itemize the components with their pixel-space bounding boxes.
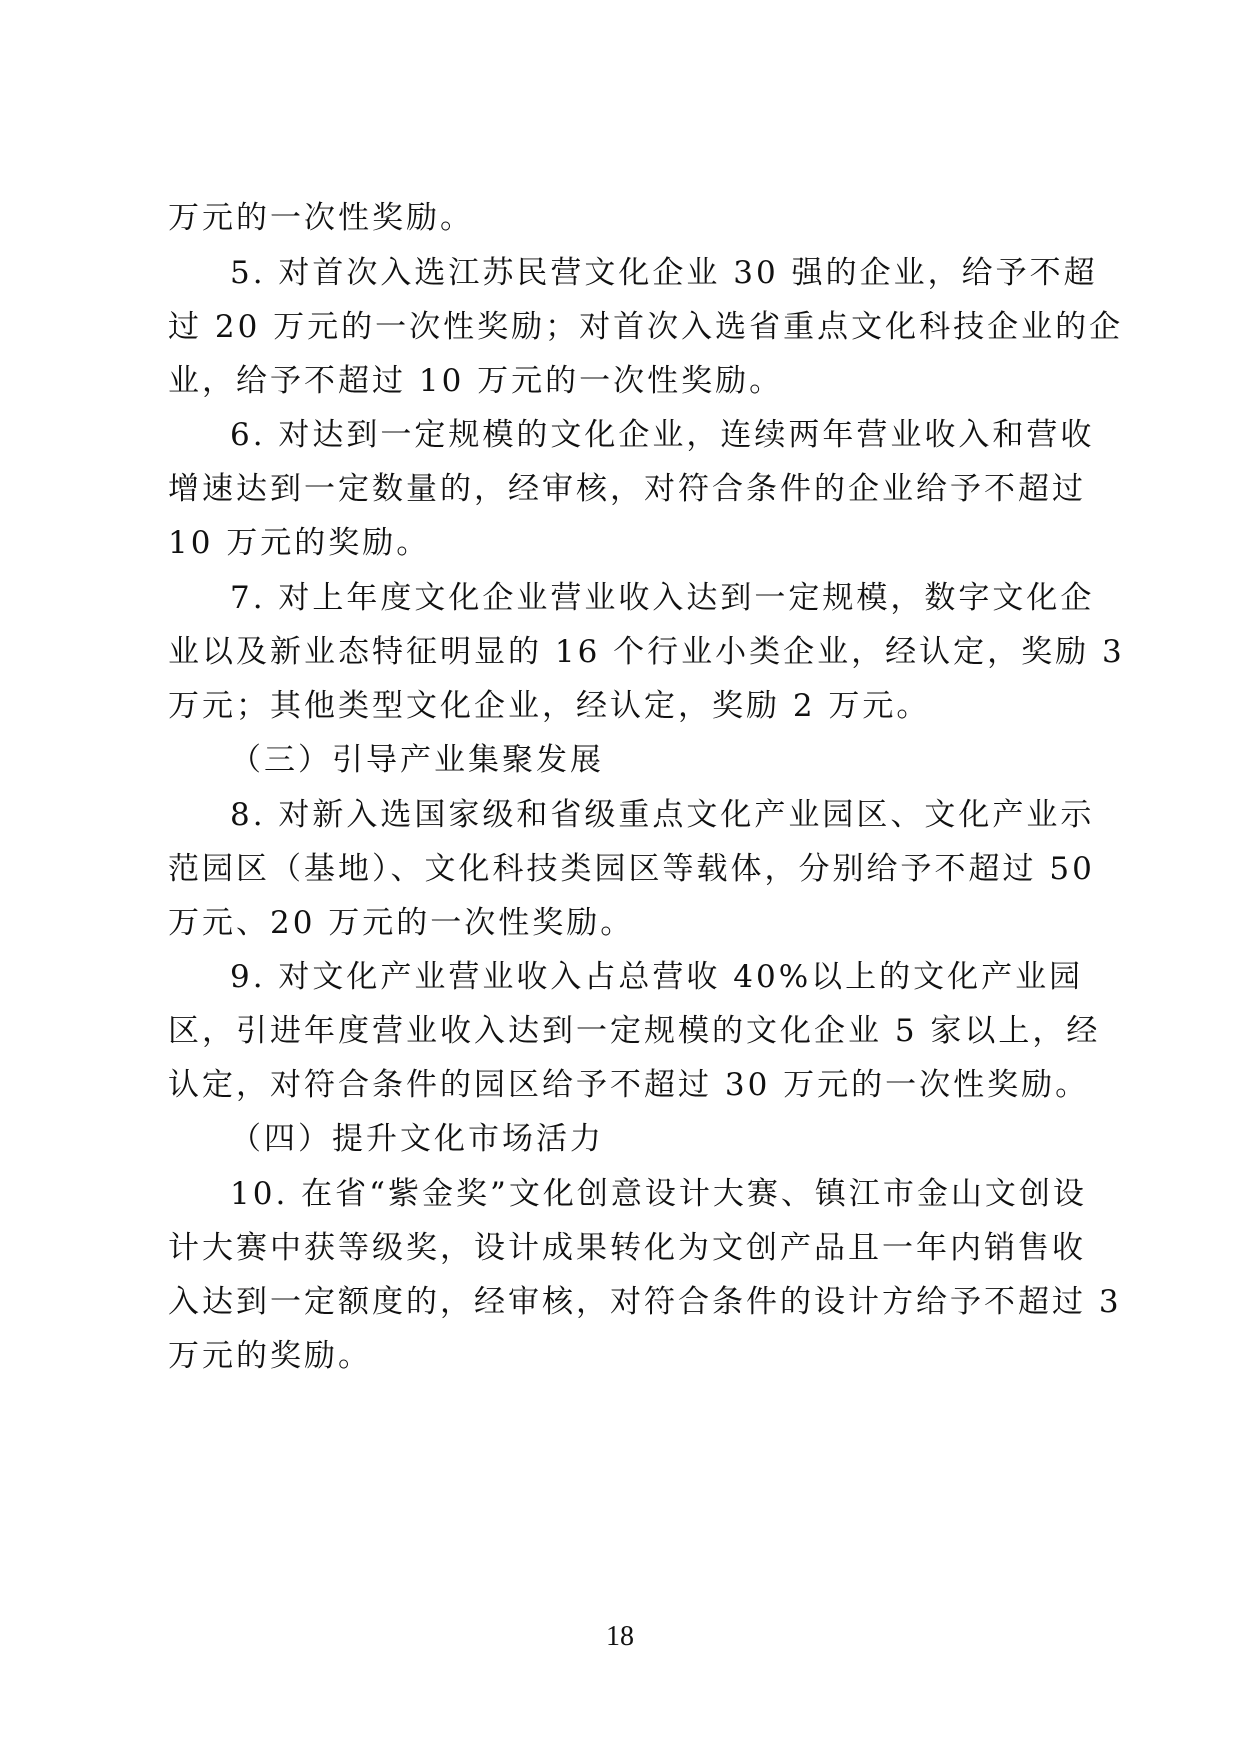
- item-7-line-2: 业以及新业态特征明显的 16 个行业小类企业，经认定，奖励 3: [168, 634, 1125, 670]
- item-6-line-2: 增速达到一定数量的，经审核，对符合条件的企业给予不超过: [168, 471, 1086, 507]
- section-heading-3: （三）引导产业集聚发展: [230, 742, 604, 778]
- item-8-line-3: 万元、20 万元的一次性奖励。: [168, 905, 635, 941]
- item-7-line-1: 7. 对上年度文化企业营业收入达到一定规模，数字文化企: [230, 580, 1095, 616]
- item-10-line-3: 入达到一定额度的，经审核，对符合条件的设计方给予不超过 3: [168, 1284, 1122, 1320]
- item-8-line-1: 8. 对新入选国家级和省级重点文化产业园区、文化产业示: [230, 797, 1095, 833]
- text-line: 万元的一次性奖励。: [168, 200, 474, 236]
- item-10-line-2: 计大赛中获等级奖，设计成果转化为文创产品且一年内销售收: [168, 1230, 1086, 1266]
- item-5-line-2: 过 20 万元的一次性奖励；对首次入选省重点文化科技企业的企: [168, 309, 1124, 345]
- item-9-line-3: 认定，对符合条件的园区给予不超过 30 万元的一次性奖励。: [168, 1067, 1090, 1103]
- item-6-line-3: 10 万元的奖励。: [168, 525, 431, 561]
- item-9-line-2: 区，引进年度营业收入达到一定规模的文化企业 5 家以上，经: [168, 1013, 1101, 1049]
- section-heading-4: （四）提升文化市场活力: [230, 1121, 604, 1157]
- item-10-line-4: 万元的奖励。: [168, 1338, 372, 1374]
- page-number: 18: [606, 1621, 634, 1652]
- item-9-line-1: 9. 对文化产业营业收入占总营收 40%以上的文化产业园: [230, 959, 1084, 995]
- item-10-line-1: 10. 在省“紫金奖”文化创意设计大赛、镇江市金山文创设: [230, 1176, 1087, 1212]
- item-6-line-1: 6. 对达到一定规模的文化企业，连续两年营业收入和营收: [230, 417, 1095, 453]
- item-8-line-2: 范园区（基地）、文化科技类园区等载体，分别给予不超过 50: [168, 851, 1095, 887]
- item-5-line-1: 5. 对首次入选江苏民营文化企业 30 强的企业，给予不超: [230, 255, 1098, 291]
- item-5-line-3: 业，给予不超过 10 万元的一次性奖励。: [168, 363, 784, 399]
- item-7-line-3: 万元；其他类型文化企业，经认定，奖励 2 万元。: [168, 688, 931, 724]
